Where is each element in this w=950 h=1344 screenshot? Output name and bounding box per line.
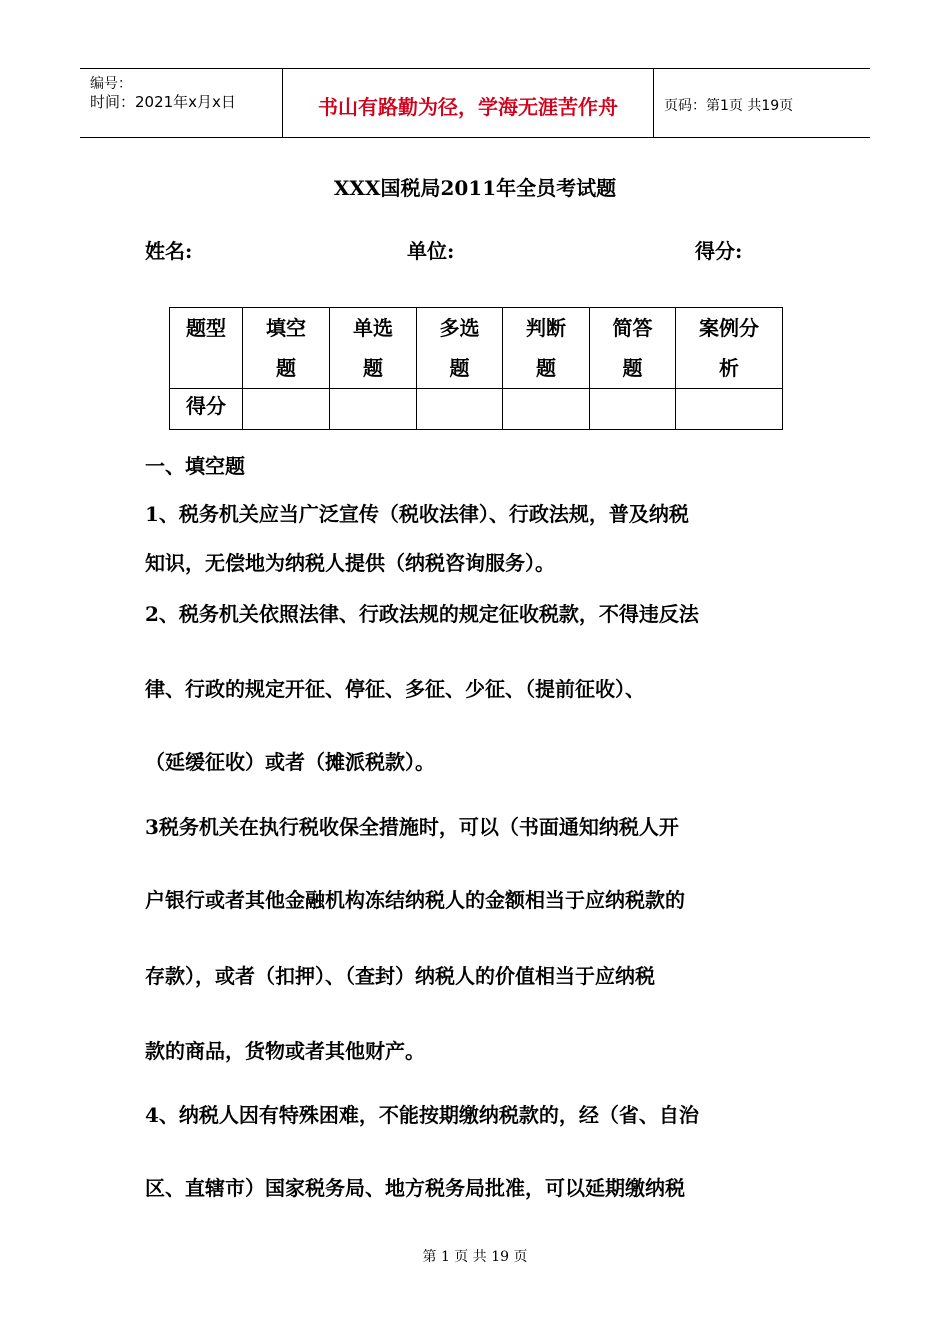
question-line: 3税务机关在执行税收保全措施时，可以（书面通知纳税人开 (145, 815, 679, 839)
header-cell-short-answer: 简答 题 (590, 308, 676, 389)
question-line: 4、纳税人因有特殊困难，不能按期缴纳税款的，经（省、自治 (145, 1103, 699, 1127)
header-cell-type: 题型 (170, 308, 243, 389)
score-cell[interactable] (243, 389, 330, 430)
score-cell[interactable] (417, 389, 503, 430)
section-heading-fill-blank: 一、填空题 (145, 454, 245, 478)
page-footer: 第 1 页 共 19 页 (422, 1249, 528, 1265)
unit-field-label: 单位: (407, 239, 455, 263)
score-table-header-row (170, 308, 783, 389)
score-cell[interactable] (503, 389, 590, 430)
document-date-label: 时间：2021年x月x日 (90, 93, 236, 111)
header-cell-true-false: 判断 题 (503, 308, 590, 389)
score-cell[interactable] (590, 389, 676, 430)
question-line: 存款），或者（扣押）、（查封）纳税人的价值相当于应纳税 (145, 964, 655, 988)
question-line: 款的商品，货物或者其他财产。 (145, 1039, 425, 1063)
score-field-label: 得分: (695, 239, 743, 263)
score-cell[interactable] (330, 389, 417, 430)
question-line: 1、税务机关应当广泛宣传（税收法律）、行政法规，普及纳税 (145, 502, 689, 526)
exam-title: XXX国税局2011年全员考试题 (333, 176, 617, 200)
score-cell[interactable] (676, 389, 783, 430)
page-header (80, 68, 870, 138)
question-line: 律、行政的规定开征、停征、多征、少征、（提前征收）、 (145, 677, 645, 701)
question-line: （延缓征收）或者（摊派税款）。 (145, 750, 435, 774)
score-table-score-row (170, 389, 783, 430)
header-motto-cell (283, 69, 654, 137)
score-table (169, 307, 783, 430)
document-id-label: 编号： (90, 76, 132, 92)
question-line: 户银行或者其他金融机构冻结纳税人的金额相当于应纳税款的 (145, 888, 685, 912)
header-meta-cell (80, 69, 283, 137)
question-line: 知识，无偿地为纳税人提供（纳税咨询服务）。 (145, 551, 555, 575)
score-row-label: 得分 (170, 389, 243, 430)
header-page-number: 页码：第1页 共19页 (664, 98, 794, 114)
question-line: 区、直辖市）国家税务局、地方税务局批准，可以延期缴纳税 (145, 1176, 685, 1200)
header-cell-single-choice: 单选 题 (330, 308, 417, 389)
question-line: 2、税务机关依照法律、行政法规的规定征收税款，不得违反法 (145, 602, 699, 626)
name-field-label: 姓名: (145, 239, 193, 263)
header-cell-case-analysis: 案例分 析 (676, 308, 783, 389)
motto-text: 书山有路勤为径，学海无涯苦作舟 (318, 95, 618, 119)
header-cell-fill-blank: 填空 题 (243, 308, 330, 389)
header-cell-multiple-choice: 多选 题 (417, 308, 503, 389)
header-page-cell (654, 69, 870, 137)
